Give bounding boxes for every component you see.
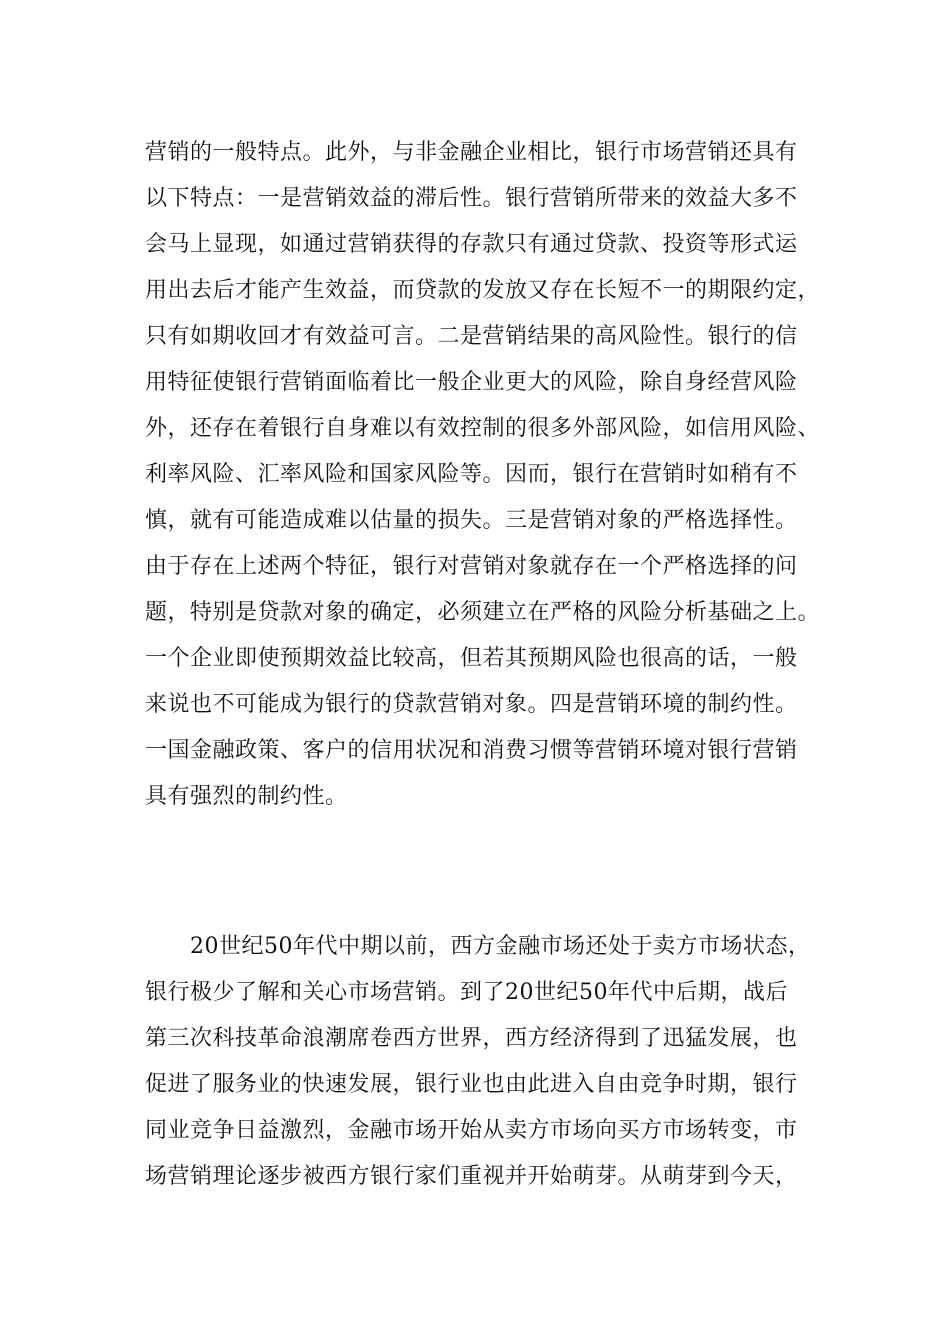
text-line: 利率风险、汇率风险和国家风险等。因而，银行在营销时如稍有不 — [145, 462, 798, 487]
text-line: 用出去后才能产生效益，而贷款的发放又存在长短不一的期限约定， — [145, 278, 821, 303]
text-line: 来说也不可能成为银行的贷款营销对象。四是营销环境的制约性。 — [145, 692, 798, 717]
text-line: 以下特点：一是营销效益的滞后性。银行营销所带来的效益大多不 — [145, 186, 798, 211]
text-line: 题，特别是贷款对象的确定，必须建立在严格的风险分析基础之上。 — [145, 600, 821, 625]
text-line: 一个企业即使预期效益比较高，但若其预期风险也很高的话，一般 — [145, 646, 798, 671]
paragraph-marketing-history — [145, 924, 835, 1200]
text-line: 慎，就有可能造成难以估量的损失。三是营销对象的严格选择性。 — [145, 508, 798, 533]
text-line: 促进了服务业的快速发展，银行业也由此进入自由竞争时期，银行 — [145, 1072, 798, 1097]
text-line: 用特征使银行营销面临着比一般企业更大的风险，除自身经营风险 — [145, 370, 798, 395]
text-line: 20世纪50年代中期以前，西方金融市场还处于卖方市场状态， — [145, 934, 811, 959]
text-line: 第三次科技革命浪潮席卷西方世界，西方经济得到了迅猛发展，也 — [145, 1026, 798, 1051]
text-line: 银行极少了解和关心市场营销。到了20世纪50年代中后期，战后 — [145, 980, 788, 1005]
text-line: 一国金融政策、客户的信用状况和消费习惯等营销环境对银行营销 — [145, 738, 798, 763]
text-line: 具有强烈的制约性。 — [145, 784, 348, 809]
text-line: 同业竞争日益激烈，金融市场开始从卖方市场向买方市场转变，市 — [145, 1118, 798, 1143]
text-line: 营销的一般特点。此外，与非金融企业相比，银行市场营销还具有 — [145, 140, 798, 165]
paragraph-bank-marketing-characteristics — [145, 130, 835, 820]
text-line: 场营销理论逐步被西方银行家们重视并开始萌芽。从萌芽到今天， — [145, 1164, 798, 1189]
text-line: 外，还存在着银行自身难以有效控制的很多外部风险，如信用风险、 — [145, 416, 821, 441]
text-line: 只有如期收回才有效益可言。二是营销结果的高风险性。银行的信 — [145, 324, 798, 349]
text-line: 会马上显现，如通过营销获得的存款只有通过贷款、投资等形式运 — [145, 232, 798, 257]
text-line: 由于存在上述两个特征，银行对营销对象就存在一个严格选择的问 — [145, 554, 798, 579]
